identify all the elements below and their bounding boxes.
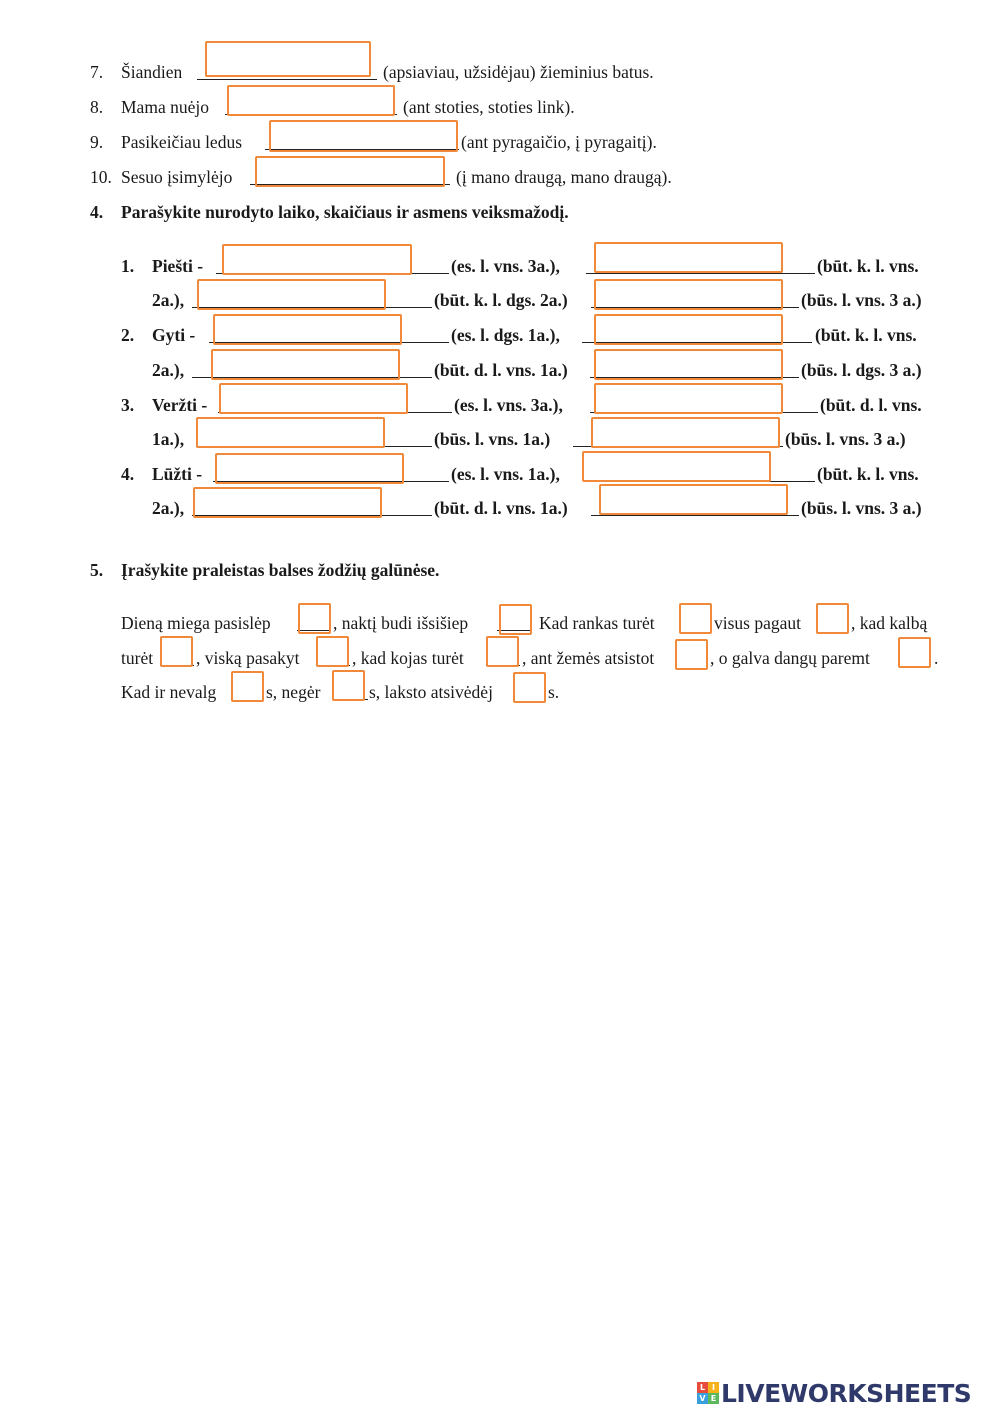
verb-form-label: (būt. k. l. vns. xyxy=(817,464,919,484)
answer-box[interactable] xyxy=(255,156,445,187)
exercise-text: , o galva dangų paremt xyxy=(710,648,870,668)
answer-box[interactable] xyxy=(193,487,382,518)
exercise-text: , naktį budi išsišiep xyxy=(333,613,469,633)
answer-underline xyxy=(197,79,377,80)
verb-number: 1. xyxy=(121,256,135,276)
verb-form-label: (būt. d. l. vns. xyxy=(820,395,922,415)
item-lead-text: Pasikeičiau ledus xyxy=(121,132,243,152)
answer-box[interactable] xyxy=(227,85,395,116)
logo-letter: L xyxy=(697,1382,708,1393)
exercise-text: , kad kojas turėt xyxy=(352,648,464,668)
verb-form-label: (būs. l. vns. 3 a.) xyxy=(801,290,922,310)
verb-form-label: (es. l. dgs. 1a.), xyxy=(451,325,560,345)
verb-form-label: (būt. d. l. vns. 1a.) xyxy=(434,360,568,380)
verb-form-label: (būs. l. vns. 3 a.) xyxy=(785,429,906,449)
verb-name: Lūžti - xyxy=(152,464,203,484)
vowel-box[interactable] xyxy=(231,671,264,702)
verb-form-label: (būs. l. vns. 1a.) xyxy=(434,429,551,449)
verb-form-label: (būs. l. dgs. 3 a.) xyxy=(801,360,922,380)
answer-box[interactable] xyxy=(594,383,783,414)
item-number: 9. xyxy=(90,132,104,152)
answer-underline xyxy=(591,515,799,516)
answer-box[interactable] xyxy=(205,41,371,77)
exercise-text: s, negėr xyxy=(266,682,321,702)
verb-form-label: (būt. k. l. dgs. 2a.) xyxy=(434,290,568,310)
verb-form-label: 2a.), xyxy=(152,290,185,310)
verb-number: 4. xyxy=(121,464,135,484)
exercise-text: , ant žemės atsistot xyxy=(522,648,655,668)
exercise-text: , viską pasakyt xyxy=(196,648,300,668)
exercise-text: turėt xyxy=(121,648,154,668)
exercise-text: Dieną miega pasislėp xyxy=(121,613,271,633)
vowel-box[interactable] xyxy=(332,670,365,701)
answer-box[interactable] xyxy=(582,451,771,482)
vowel-box[interactable] xyxy=(513,672,546,703)
verb-name: Piešti - xyxy=(152,256,204,276)
exercise-text: s, laksto atsivėdėj xyxy=(369,682,493,702)
answer-box[interactable] xyxy=(211,349,400,380)
verb-number: 3. xyxy=(121,395,135,415)
verb-form-label: (būs. l. vns. 3 a.) xyxy=(801,498,922,518)
item-number: 10. xyxy=(90,167,112,187)
verb-form-label: (būt. d. l. vns. 1a.) xyxy=(434,498,568,518)
answer-box[interactable] xyxy=(219,383,408,414)
answer-box[interactable] xyxy=(599,484,788,515)
verb-form-label: (būt. k. l. vns. xyxy=(815,325,917,345)
verb-form-label: 1a.), xyxy=(152,429,185,449)
logo-letter: I xyxy=(708,1382,719,1393)
verb-form-label: (es. l. vns. 3a.), xyxy=(451,256,560,276)
section-title: Parašykite nurodyto laiko, skaičiaus ir asmens veiksmažodį. xyxy=(121,202,569,222)
answer-box[interactable] xyxy=(197,279,386,310)
item-lead-text: Šiandien xyxy=(121,62,183,82)
section-title: Įrašykite praleistas balses žodžių galūnėse. xyxy=(121,560,440,580)
item-lead-text: Mama nuėjo xyxy=(121,97,209,117)
exercise-text: . xyxy=(934,648,939,668)
vowel-box[interactable] xyxy=(898,637,931,668)
answer-underline xyxy=(586,273,815,274)
answer-box[interactable] xyxy=(269,120,458,152)
answer-box[interactable] xyxy=(222,244,412,275)
verb-form-label: (būt. k. l. vns. xyxy=(817,256,919,276)
item-number: 8. xyxy=(90,97,104,117)
answer-box[interactable] xyxy=(213,314,402,345)
logo-letter: V xyxy=(697,1393,708,1404)
vowel-box[interactable] xyxy=(316,636,349,667)
verb-form-label: 2a.), xyxy=(152,498,185,518)
exercise-text: visus pagaut xyxy=(714,613,802,633)
verb-number: 2. xyxy=(121,325,135,345)
answer-box[interactable] xyxy=(594,314,783,345)
vowel-box[interactable] xyxy=(160,636,193,667)
answer-box[interactable] xyxy=(215,453,404,484)
verb-form-label: (es. l. vns. 1a.), xyxy=(451,464,560,484)
answer-box[interactable] xyxy=(594,279,783,310)
logo-text: LIVEWORKSHEETS xyxy=(721,1379,972,1408)
exercise-text: Kad ir nevalg xyxy=(121,682,217,702)
verb-name: Gyti - xyxy=(152,325,196,345)
answer-box[interactable] xyxy=(196,417,385,448)
vowel-box[interactable] xyxy=(298,603,331,634)
exercise-text: s. xyxy=(548,682,560,702)
vowel-box[interactable] xyxy=(816,603,849,634)
logo-letter: E xyxy=(708,1393,719,1404)
verb-form-label: (es. l. vns. 3a.), xyxy=(454,395,563,415)
verb-name: Veržti - xyxy=(152,395,208,415)
answer-box[interactable] xyxy=(591,417,780,448)
answer-box[interactable] xyxy=(594,242,783,273)
logo-icon xyxy=(697,1382,719,1404)
answer-box[interactable] xyxy=(594,349,783,380)
item-hint-text: (ant pyragaičio, į pyragaitį). xyxy=(461,132,657,152)
item-hint-text: (ant stoties, stoties link). xyxy=(403,97,575,117)
item-hint-text: (apsiaviau, užsidėjau) žieminius batus. xyxy=(383,62,654,82)
item-lead-text: Sesuo įsimylėjo xyxy=(121,167,233,187)
vowel-box[interactable] xyxy=(679,603,712,634)
verb-form-label: 2a.), xyxy=(152,360,185,380)
item-number: 7. xyxy=(90,62,104,82)
item-hint-text: (į mano draugą, mano draugą). xyxy=(456,167,672,187)
vowel-box[interactable] xyxy=(486,636,519,667)
section-number: 4. xyxy=(90,202,104,222)
exercise-text: Kad rankas turėt xyxy=(539,613,655,633)
section-number: 5. xyxy=(90,560,104,580)
exercise-text: , kad kalbą xyxy=(851,613,928,633)
vowel-box[interactable] xyxy=(499,604,532,635)
vowel-box[interactable] xyxy=(675,639,708,670)
